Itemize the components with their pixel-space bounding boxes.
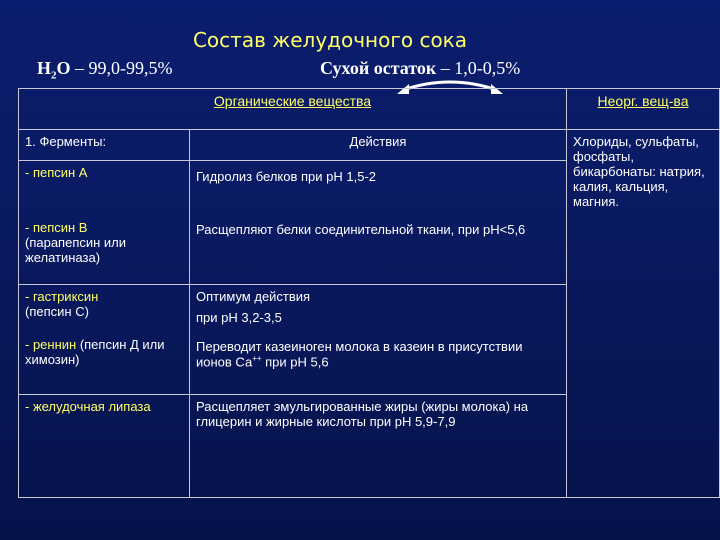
composition-table (18, 88, 720, 498)
enzyme-action (196, 339, 560, 369)
enzyme-action: Гидролиз белков при pH 1,5-2 (196, 169, 377, 184)
water-content (37, 58, 173, 82)
enzyme-cell (19, 285, 190, 395)
enzyme-action: Расщепляет эмульгированные жиры (жиры молока) на глицерин и жирные кислоты при pH 5,9-7,9 (196, 399, 529, 429)
enzyme-name: - гастриксин (25, 289, 99, 304)
col-actions: Действия (190, 130, 567, 161)
enzyme-name: - пепсин А (25, 165, 88, 180)
enzyme-name: - пепсин В (25, 220, 88, 235)
dry-residue-label: Сухой остаток (320, 58, 437, 78)
action-cell (190, 395, 567, 498)
action-tail: при pH 5,6 (261, 354, 329, 370)
enzyme-action: Расщепляют белки соединительной ткани, при pH<5,6 (196, 222, 526, 237)
action-cell (190, 285, 567, 395)
dry-residue-value: – 1,0-0,5% (436, 58, 521, 78)
ion-charge: ++ (252, 354, 262, 363)
enzyme-name: - желудочная липаза (25, 399, 151, 414)
header-inorganic: Неорг. вещ-ва (567, 89, 720, 130)
enzyme-cell (19, 161, 190, 285)
enzyme-name: - реннин (25, 337, 77, 352)
header-organic: Органические вещества (19, 89, 567, 130)
enzyme-extra: (пепсин Д или химозин) (25, 337, 165, 367)
inorganic-text: Хлориды, сульфаты, фосфаты, бикарбонаты: натрия, калия, кальция, магния. (567, 130, 720, 498)
enzyme-action: Оптимум действия (196, 289, 311, 304)
enzyme-action-2: при pH 3,2-3,5 (196, 310, 282, 325)
enzyme-extra: (парапепсин или желатиназа) (25, 235, 127, 265)
enzyme-extra: (пепсин С) (25, 304, 89, 319)
action-text: Переводит казеиноген молока в казеин в присутствии ионов Са (196, 339, 523, 370)
formula-sub: 2 (51, 69, 57, 82)
col-enzymes: 1. Ферменты: (19, 130, 190, 161)
enzyme-cell (19, 395, 190, 498)
formula-o: O (56, 58, 71, 78)
action-cell (190, 161, 567, 285)
formula-h: H (37, 58, 52, 78)
water-value: – 99,0-99,5% (70, 58, 173, 78)
page-title: Состав желудочного сока (192, 28, 468, 52)
